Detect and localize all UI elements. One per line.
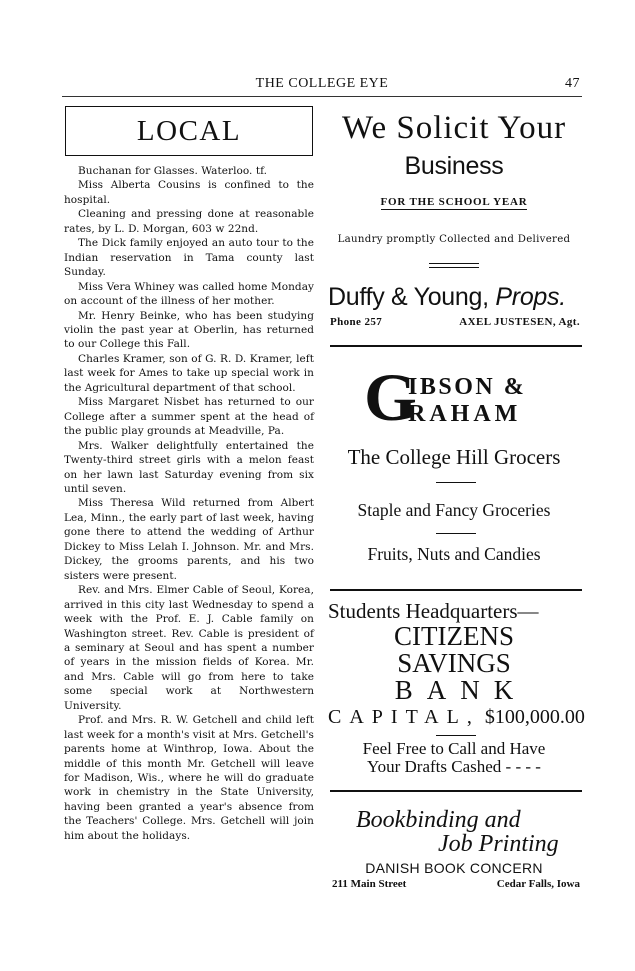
laundry-tagline: Laundry promptly Collected and Delivered bbox=[337, 234, 571, 245]
capital-label: CAPITAL, bbox=[328, 706, 480, 728]
bank-message bbox=[328, 740, 580, 776]
news-item: Miss Margaret Nisbet has returned to our College after a summer spent at the head of the public play grounds at Meadville, Pa. bbox=[64, 396, 314, 438]
news-item: Miss Theresa Wild returned from Albert Lea, Minn., the early part of last week, having gone there to attend the wedding of Arthur Dickey to Miss Lelah I. Johnson. Mr. and Mrs. Dickey, the grooms parents, and his two sisters were present. bbox=[64, 497, 314, 582]
news-item: Prof. and Mrs. R. W. Getchell and child left last week for a month's visit at Mrs. Getchell's parents home at Winthrop, Iowa. About the middle of this month Mr. Getchell will leave for Madison, Wis., where he will do graduate work in chemistry in the State University, having been granted a year's absence from the Teachers' College. Mrs. Getchell will join him about the holidays. bbox=[64, 714, 314, 842]
grocer-logo-line2: RAHAM bbox=[408, 401, 522, 427]
short-rule bbox=[436, 533, 476, 534]
bank-message-line1: Feel Free to Call and Have bbox=[362, 739, 546, 758]
news-item: Charles Kramer, son of G. R. D. Kramer, left last week for Ames to take up special work in the Agricultural department of that school. bbox=[64, 352, 314, 394]
bank-name-line1: CITIZENS bbox=[394, 621, 514, 651]
laundry-agent: AXEL JUSTESEN, Agt. bbox=[459, 316, 580, 328]
short-rule bbox=[436, 482, 476, 483]
printing-headline-line1: Bookbinding and bbox=[356, 807, 521, 833]
capital-amount: $100,000.00 bbox=[484, 706, 585, 728]
news-item: Miss Vera Whiney was called home Monday on account of the illness of her mother. bbox=[64, 280, 314, 308]
ad-divider bbox=[330, 345, 582, 347]
bank-message-line2: Your Drafts Cashed - - - - bbox=[367, 757, 541, 776]
bank-name-line2: SAVINGS bbox=[397, 648, 511, 678]
page-number: 47 bbox=[565, 76, 580, 91]
local-news-column bbox=[64, 164, 314, 843]
publication-title: THE COLLEGE EYE bbox=[255, 76, 389, 91]
printing-city: Cedar Falls, Iowa bbox=[496, 878, 580, 890]
grocer-logo-line1: IBSON & bbox=[408, 374, 527, 400]
news-item: Cleaning and pressing done at reasonable rates, by L. D. Morgan, 603 w 22nd. bbox=[64, 208, 314, 235]
header-rule bbox=[62, 96, 582, 97]
bank-lead: Students Headquarters— bbox=[328, 599, 539, 623]
laundry-phone: Phone 257 bbox=[330, 316, 383, 328]
printing-street: 211 Main Street bbox=[332, 878, 407, 890]
ad-divider bbox=[330, 790, 582, 792]
short-rule bbox=[436, 735, 476, 736]
grocer-item-fruits: Fruits, Nuts and Candies bbox=[367, 544, 541, 564]
laundry-headline: We Solicit Your bbox=[341, 110, 567, 146]
grocer-tagline: The College Hill Grocers bbox=[347, 445, 561, 469]
laundry-subhead-text: FOR THE SCHOOL YEAR bbox=[380, 196, 528, 208]
bank-name-line3: BANK bbox=[394, 675, 528, 705]
bank-capital bbox=[328, 705, 585, 729]
news-item: Mr. Henry Beinke, who has been studying violin the past year at Oberlin, has returned to our College this Fall. bbox=[64, 309, 314, 351]
laundry-subhead bbox=[328, 196, 580, 208]
grocer-logo-initial: G bbox=[364, 359, 417, 435]
proprietors-name: Duffy & Young, bbox=[328, 283, 489, 311]
laundry-headline-business: Business bbox=[404, 152, 504, 180]
running-header bbox=[62, 76, 582, 94]
news-item: Mrs. Walker delightfully entertained the Twenty-third street girls with a melon feast on her lawn last Saturday evening from six until seven. bbox=[64, 439, 314, 495]
printing-company: DANISH BOOK CONCERN bbox=[365, 860, 543, 876]
local-heading: LOCAL bbox=[136, 114, 242, 147]
grocer-item-staple: Staple and Fancy Groceries bbox=[357, 500, 551, 520]
props-label: Props. bbox=[495, 283, 566, 311]
news-item: The Dick family enjoyed an auto tour to the Indian reservation in Tama county last Sunday. bbox=[64, 237, 314, 279]
double-rule bbox=[429, 263, 479, 268]
grocer-logo bbox=[364, 359, 554, 435]
printing-headline-line2: Job Printing bbox=[438, 831, 559, 857]
news-item: Buchanan for Glasses. Waterloo. tf. bbox=[78, 165, 268, 177]
news-item: Rev. and Mrs. Elmer Cable of Seoul, Korea, arrived in this city last Wednesday to spend a week with the Prof. E. J. Cable family on Washington street. Rev. Cable is president of a seminary at Seoul and has spent a number of years in the mission fields of Korea. Mr. and Mrs. Cable will go from here to take some special work at Northwestern University. bbox=[64, 584, 314, 712]
ad-divider bbox=[330, 589, 582, 591]
laundry-proprietors bbox=[328, 282, 580, 312]
news-item: Miss Alberta Cousins is confined to the hospital. bbox=[64, 179, 314, 206]
local-heading-box bbox=[65, 106, 313, 156]
